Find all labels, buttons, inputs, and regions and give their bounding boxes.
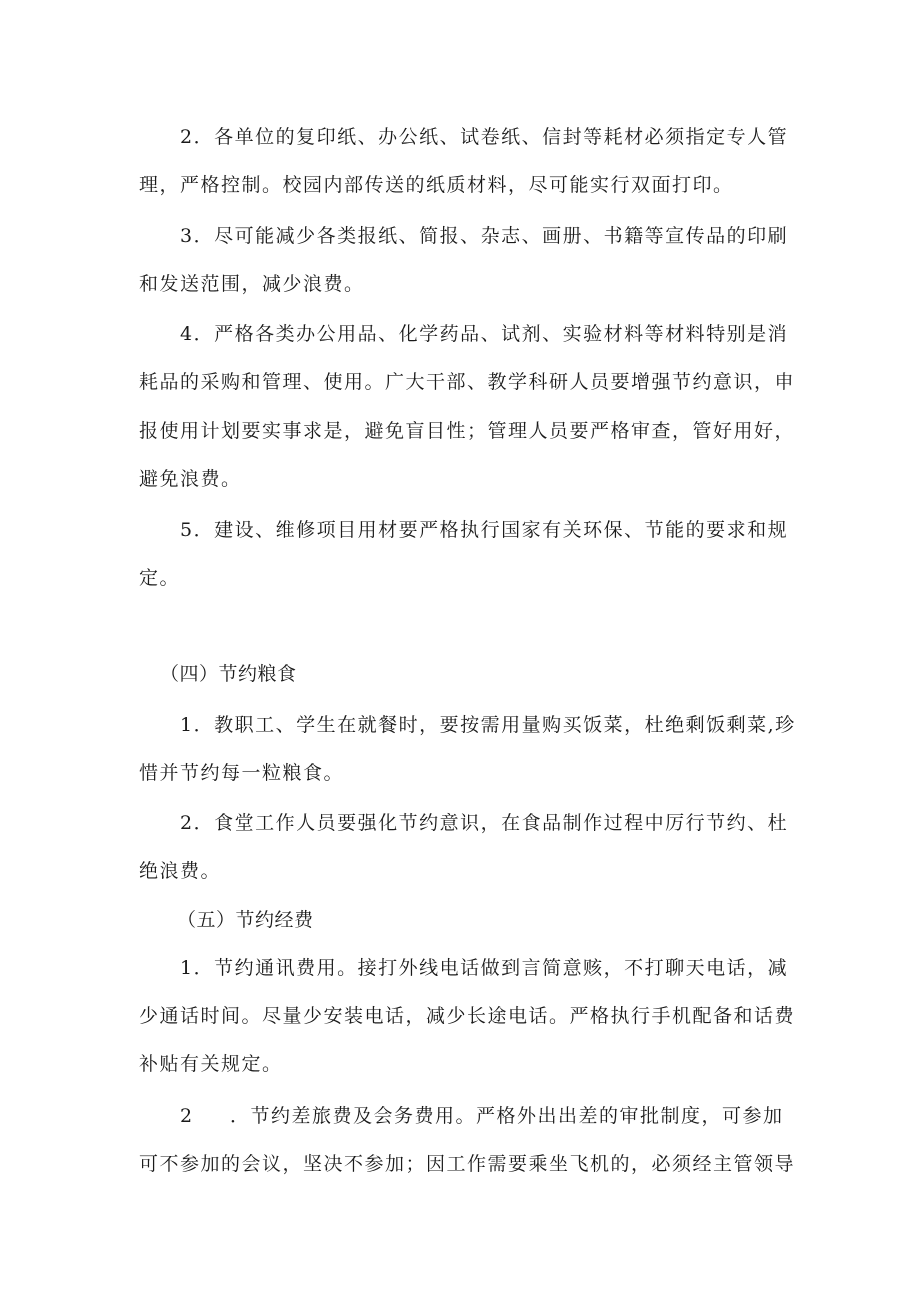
paragraph-3-line-2: 和发送范围，减少浪费。 — [139, 273, 365, 295]
funds-item-1-line-1: 1．节约通讯费用。接打外线电话做到言简意赅，不打聊天电话，减 — [180, 957, 789, 979]
paragraph-2-line-1: 2．各单位的复印纸、办公纸、试卷纸、信封等耗材必须指定专人管 — [180, 126, 789, 148]
paragraph-2-line-2: 理，严格控制。校园内部传送的纸质材料，尽可能实行双面打印。 — [139, 174, 734, 196]
funds-item-2-line-2: 可不参加的会议，坚决不参加；因工作需要乘坐飞机的，必须经主管领导 — [139, 1153, 796, 1175]
funds-item-1-line-3: 补贴有关规定。 — [139, 1053, 283, 1075]
section-heading-grain: （四）节约粮食 — [160, 663, 297, 685]
paragraph-4-line-4: 避免浪费。 — [139, 468, 242, 490]
paragraph-4-line-2: 耗品的采购和管理、使用。广大干部、教学科研人员要增强节约意识，申 — [139, 371, 796, 393]
paragraph-4-line-3: 报使用计划要实事求是，避免盲目性；管理人员要严格审查，管好用好， — [139, 420, 796, 442]
grain-item-2-line-1: 2．食堂工作人员要强化节约意识，在食品制作过程中厉行节约、杜 — [180, 812, 789, 834]
paragraph-5-line-1: 5．建设、维修项目用材要严格执行国家有关环保、节能的要求和规 — [180, 519, 789, 541]
funds-item-1-line-2: 少通话时间。尽量少安装电话，减少长途电话。严格执行手机配备和话费 — [139, 1005, 796, 1027]
paragraph-3-line-1: 3．尽可能减少各类报纸、简报、杂志、画册、书籍等宣传品的印刷 — [180, 225, 789, 247]
funds-item-2-line-1: ．节约差旅费及会务费用。严格外出出差的审批制度，可参加 — [230, 1105, 784, 1127]
grain-item-1-line-1: 1．教职工、学生在就餐时，要按需用量购买饭菜，杜绝剩饭剩菜,珍 — [180, 714, 796, 736]
grain-item-1-line-2: 惜并节约每一粒粮食。 — [139, 762, 345, 784]
paragraph-4-line-1: 4．严格各类办公用品、化学药品、试剂、实验材料等材料特别是消 — [180, 323, 789, 345]
funds-item-2-number: 2 — [180, 1105, 194, 1127]
paragraph-5-line-2: 定。 — [139, 567, 181, 589]
section-heading-funds: （五）节约经费 — [177, 909, 314, 931]
grain-item-2-line-2: 绝浪费。 — [139, 860, 222, 882]
